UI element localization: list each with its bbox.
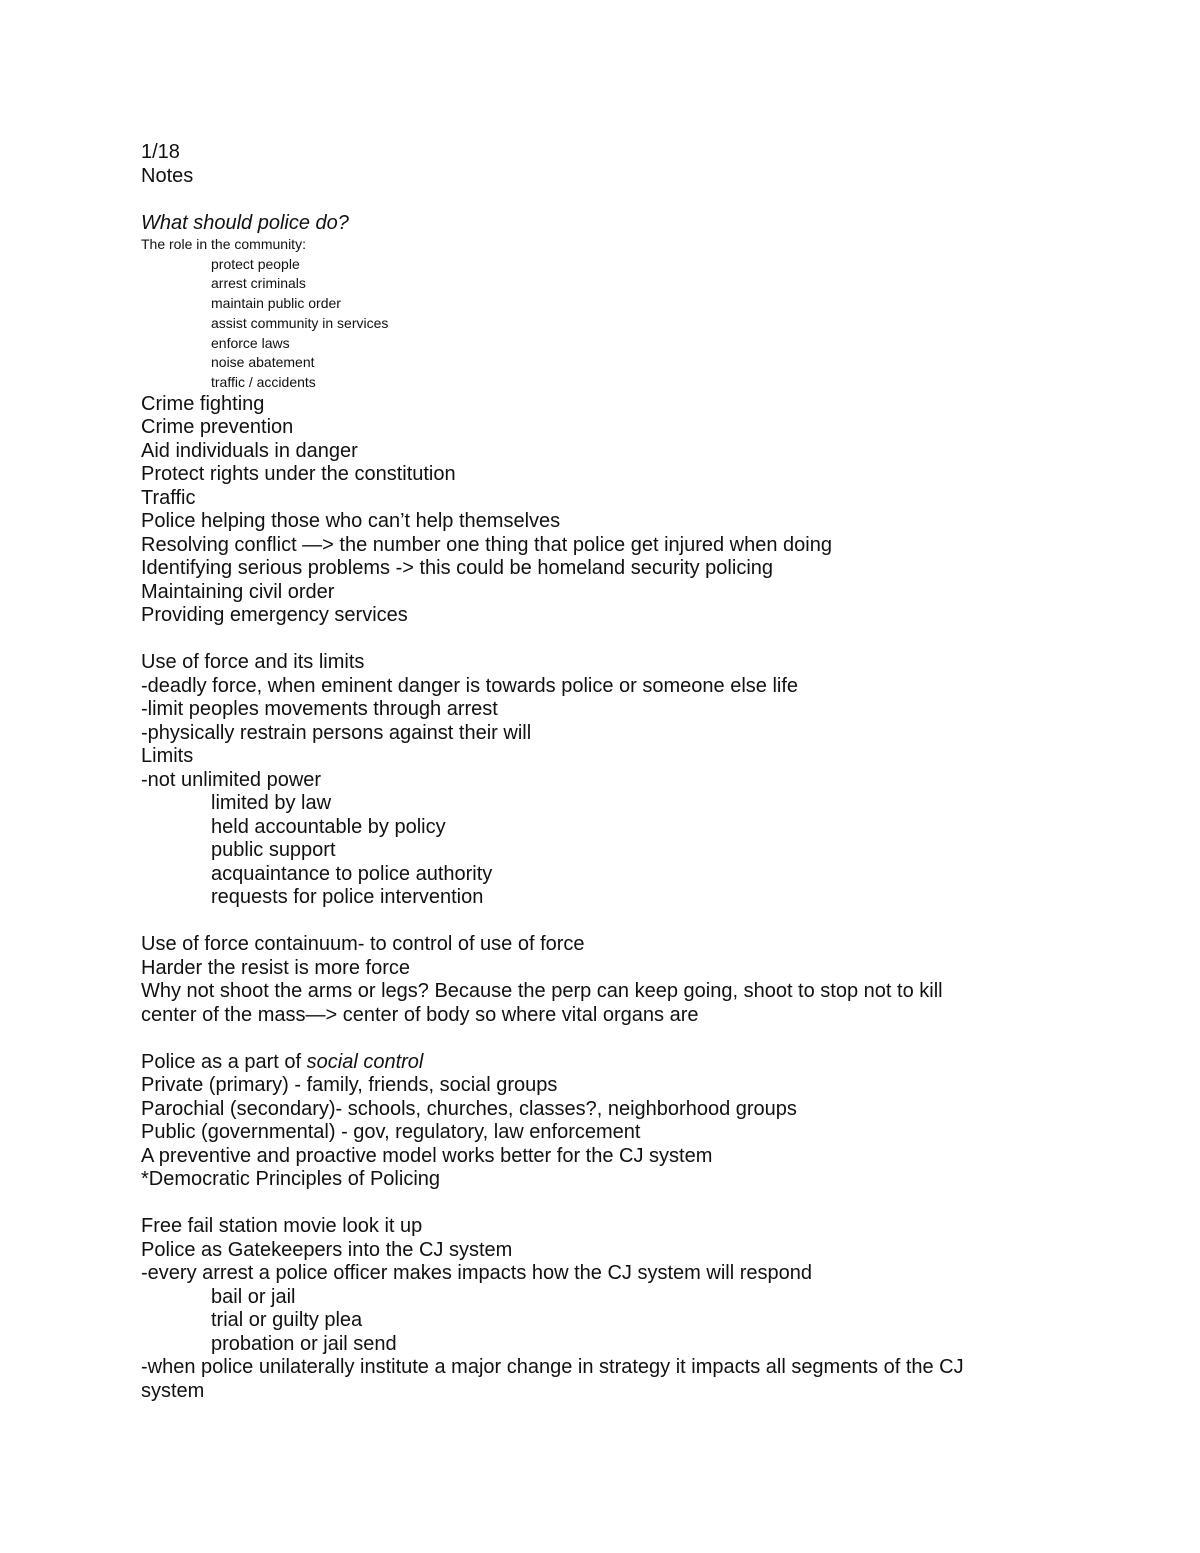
list-item: Resolving conflict —> the number one thing that police get injured when doing — [141, 533, 832, 556]
list-item: protect people — [211, 255, 300, 272]
question-heading: What should police do? — [141, 211, 349, 234]
continuum-section — [141, 933, 1101, 1027]
list-item: arrest criminals — [211, 275, 306, 292]
list-item: bail or jail — [211, 1285, 296, 1308]
list-item: traffic / accidents — [211, 373, 316, 390]
list-item: acquaintance to police authority — [211, 862, 493, 885]
role-intro: The role in the community: — [141, 236, 306, 252]
list-item: Traffic — [141, 486, 196, 509]
list-item: Protect rights under the constitution — [141, 463, 456, 486]
use-of-force-section — [141, 651, 1101, 910]
list-item: requests for police intervention — [211, 886, 484, 909]
spacer — [141, 910, 1101, 934]
paragraph-line: system — [141, 1379, 205, 1402]
list-item: Maintaining civil order — [141, 580, 335, 603]
paragraph-line: -every arrest a police officer makes impacts how the CJ system will respond — [141, 1262, 812, 1285]
list-item: noise abatement — [211, 354, 315, 371]
list-item: held accountable by policy — [211, 815, 446, 838]
list-item: assist community in services — [211, 314, 389, 331]
list-item: probation or jail send — [211, 1332, 397, 1355]
list-item: Parochial (secondary)- schools, churches, classes?, neighborhood groups — [141, 1097, 797, 1120]
notes-heading: Notes — [141, 164, 194, 187]
date: 1/18 — [141, 141, 180, 163]
paragraph-line: Harder the resist is more force — [141, 956, 410, 979]
list-item: -limit peoples movements through arrest — [141, 698, 498, 721]
list-item: maintain public order — [211, 295, 341, 312]
paragraph-line: center of the mass—> center of body so where vital organs are — [141, 1003, 699, 1026]
paragraph-line: -when police unilaterally institute a major change in strategy it impacts all segments of the CJ — [141, 1356, 964, 1379]
spacer — [141, 628, 1101, 652]
list-item: Private (primary) - family, friends, social groups — [141, 1074, 558, 1097]
paragraph-line: Use of force containuum- to control of use of force — [141, 933, 585, 956]
spacer — [141, 188, 1101, 212]
title-emphasis: social control — [306, 1050, 424, 1073]
list-item: Crime prevention — [141, 416, 294, 439]
list-item: Identifying serious problems -> this could be homeland security policing — [141, 557, 774, 580]
section-title: Use of force and its limits — [141, 651, 365, 674]
list-item: enforce laws — [211, 334, 290, 351]
title-prefix: Police as a part of — [141, 1050, 307, 1073]
section-title — [141, 1051, 1101, 1075]
gatekeepers-section — [141, 1215, 1101, 1403]
social-control-section — [141, 1051, 1101, 1192]
list-item: Aid individuals in danger — [141, 439, 358, 462]
limits-label: Limits — [141, 745, 194, 768]
paragraph-line: Police as Gatekeepers into the CJ system — [141, 1238, 513, 1261]
list-item: -physically restrain persons against their will — [141, 721, 532, 744]
list-item: A preventive and proactive model works better for the CJ system — [141, 1144, 713, 1167]
functions-list — [141, 393, 1101, 628]
list-item: Providing emergency services — [141, 604, 408, 627]
paragraph-line: Why not shoot the arms or legs? Because the perp can keep going, shoot to stop not to kill — [141, 980, 943, 1003]
notes-page — [141, 141, 1101, 1403]
spacer — [141, 1192, 1101, 1216]
paragraph-line: Free fail station movie look it up — [141, 1215, 423, 1238]
list-item: Public (governmental) - gov, regulatory, law enforcement — [141, 1121, 641, 1144]
list-item: Police helping those who can’t help themselves — [141, 510, 561, 533]
list-item: Crime fighting — [141, 392, 265, 415]
list-item: trial or guilty plea — [211, 1309, 363, 1332]
list-item: *Democratic Principles of Policing — [141, 1168, 441, 1191]
list-item: limited by law — [211, 792, 332, 815]
list-item: -deadly force, when eminent danger is towards police or someone else life — [141, 674, 799, 697]
spacer — [141, 1027, 1101, 1051]
roles-list — [141, 255, 1101, 393]
list-item: public support — [211, 839, 336, 862]
limits-intro: -not unlimited power — [141, 768, 322, 791]
